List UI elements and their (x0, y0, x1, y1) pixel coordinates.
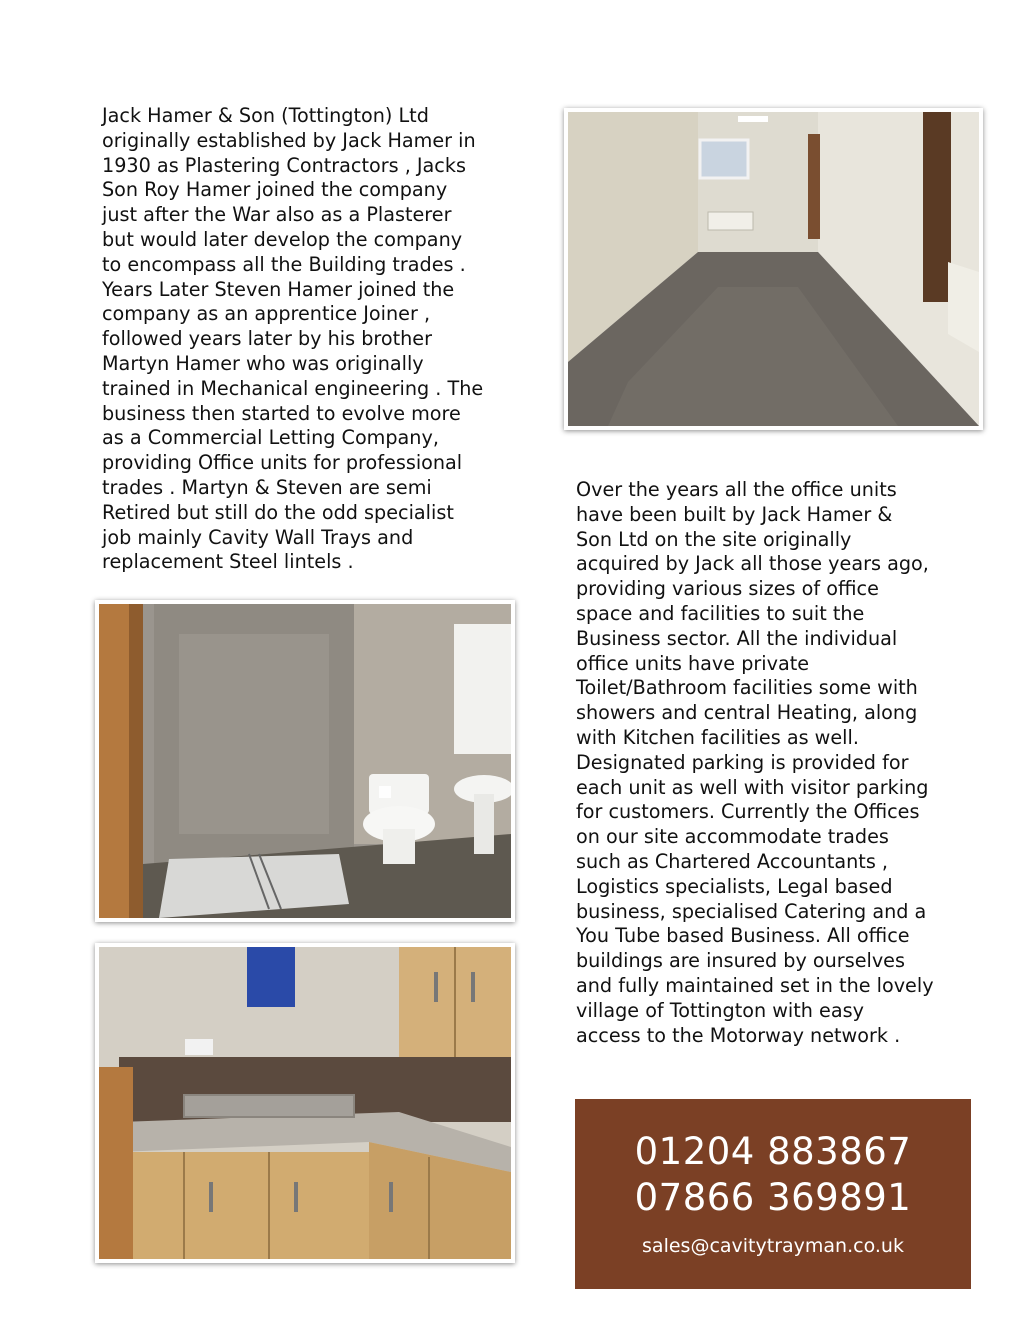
contact-box (575, 1099, 971, 1289)
bathroom-photo (95, 600, 515, 922)
office-interior-photo (564, 108, 983, 430)
kitchen-photo (95, 943, 515, 1263)
phone-number-mobile[interactable]: 07866 369891 (634, 1176, 912, 1219)
facilities-paragraph: Over the years all the office units have been built by Jack Hamer & Son Ltd on the site originally acquired by Jack all those years ago, providing various sizes of office space and facilities to suit the Business sector. All the individual office units have private Toilet/Bathroom facilities some with showers and central Heating, along with Kitchen facilities as well. Designated parking is provided for each unit as well with visitor parking for customers. Currently the Offices on our site accommodate trades such as Chartered Accountants , Logistics specialists, Legal based business, specialised Catering and a You Tube based Business. All office buildings are insured by ourselves and fully maintained set in the lovely village of Tottington with easy access to the Motorway network . (576, 478, 934, 1047)
email-address[interactable]: sales@cavitytrayman.co.uk (642, 1235, 904, 1257)
intro-paragraph: Jack Hamer & Son (Tottington) Ltd originally established by Jack Hamer in 1930 as Plastering Contractors , Jacks Son Roy Hamer joined the company just after the War also as a Plasterer but would later develop the company to encompass all the Building trades . Years Later Steven Hamer joined the company as an apprentice Joiner , followed years later by his brother Martyn Hamer who was originally trained in Mechanical engineering . The business then started to evolve more as a Commercial Letting Company, providing Office units for professional trades . Martyn & Steven are semi Retired but still do the odd specialist job mainly Cavity Wall Trays and replacement Steel lintels . (102, 104, 484, 574)
phone-number-landline[interactable]: 01204 883867 (634, 1130, 912, 1173)
